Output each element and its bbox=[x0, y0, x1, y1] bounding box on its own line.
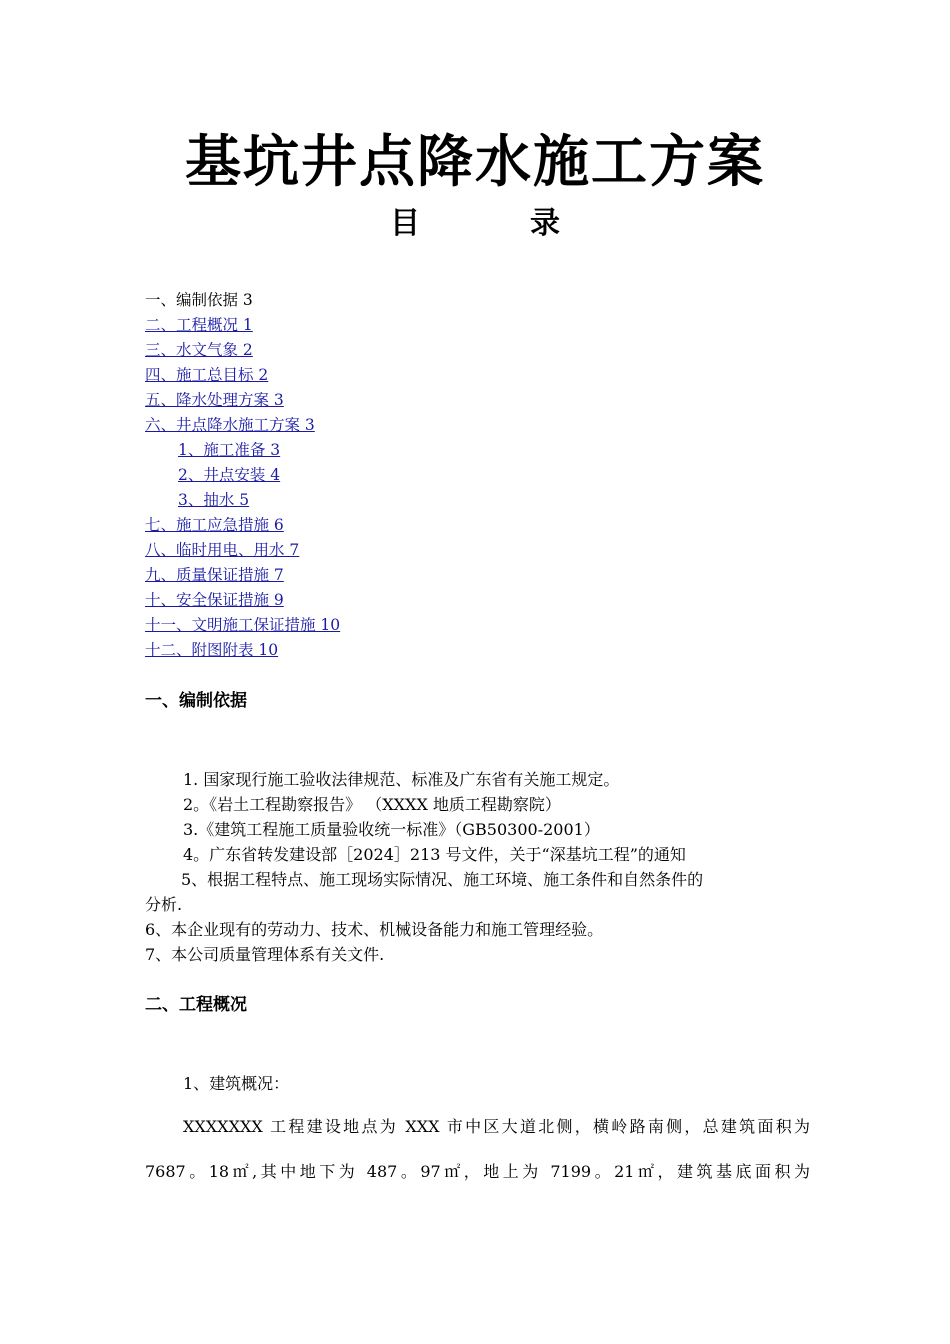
basis-item: 6、本企业现有的劳动力、技术、机械设备能力和施工管理经验。 bbox=[145, 920, 604, 939]
table-of-contents bbox=[145, 288, 545, 663]
basis-item: 5、根据工程特点、施工现场实际情况、施工环境、施工条件和自然条件的 bbox=[181, 870, 704, 889]
basis-item: 2。《岩土工程勘察报告》 （XXXX 地质工程勘察院） bbox=[183, 795, 561, 814]
section-heading-basis: 一、编制依据 bbox=[145, 691, 247, 711]
toc-item[interactable]: 十、安全保证措施 9 bbox=[145, 591, 284, 609]
toc-item[interactable]: 二、工程概况 1 bbox=[145, 316, 253, 334]
basis-item: 1. 国家现行施工验收法律规范、标准及广东省有关施工规定。 bbox=[183, 770, 620, 789]
toc-item[interactable]: 3、抽水 5 bbox=[178, 491, 250, 509]
basis-item: 3.《建筑工程施工质量验收统一标准》（GB50300-2001） bbox=[183, 820, 600, 839]
toc-item: 一、编制依据 3 bbox=[145, 291, 253, 309]
toc-item[interactable]: 十二、附图附表 10 bbox=[145, 641, 279, 659]
toc-item[interactable]: 六、井点降水施工方案 3 bbox=[145, 416, 315, 434]
document-title: 基坑井点降水施工方案 bbox=[185, 130, 765, 195]
section-heading-overview: 二、工程概况 bbox=[145, 995, 247, 1015]
basis-item: 7、本公司质量管理体系有关文件. bbox=[145, 945, 385, 964]
toc-item[interactable]: 四、施工总目标 2 bbox=[145, 366, 269, 384]
toc-item[interactable]: 八、临时用电、用水 7 bbox=[145, 541, 300, 559]
toc-item[interactable]: 七、施工应急措施 6 bbox=[145, 516, 284, 534]
toc-heading: 目 录 bbox=[390, 206, 600, 241]
toc-item[interactable]: 九、质量保证措施 7 bbox=[145, 566, 284, 584]
toc-item[interactable]: 三、水文气象 2 bbox=[145, 341, 253, 359]
overview-line: XXXXXXX 工程建设地点为 XXX 市中区大道北侧，横岭路南侧，总建筑面积为 bbox=[183, 1117, 810, 1136]
toc-item[interactable]: 2、井点安装 4 bbox=[178, 466, 281, 484]
basis-item: 4。广东省转发建设部［2024］213 号文件，关于“深基坑工程”的通知 bbox=[183, 845, 686, 864]
overview-subheading-block bbox=[145, 1071, 810, 1096]
toc-item[interactable]: 五、降水处理方案 3 bbox=[145, 391, 284, 409]
basis-list bbox=[145, 767, 810, 967]
toc-item[interactable]: 1、施工准备 3 bbox=[178, 441, 281, 459]
overview-paragraph bbox=[145, 1104, 810, 1194]
overview-line: 7687。18㎡,其中地下为 487。97㎡，地上为 7199。21㎡，建筑基底面积为 bbox=[145, 1162, 810, 1181]
toc-item[interactable]: 十一、文明施工保证措施 10 bbox=[145, 616, 341, 634]
basis-item: 分析. bbox=[145, 895, 183, 914]
overview-subheading: 1、建筑概况： bbox=[183, 1074, 290, 1093]
